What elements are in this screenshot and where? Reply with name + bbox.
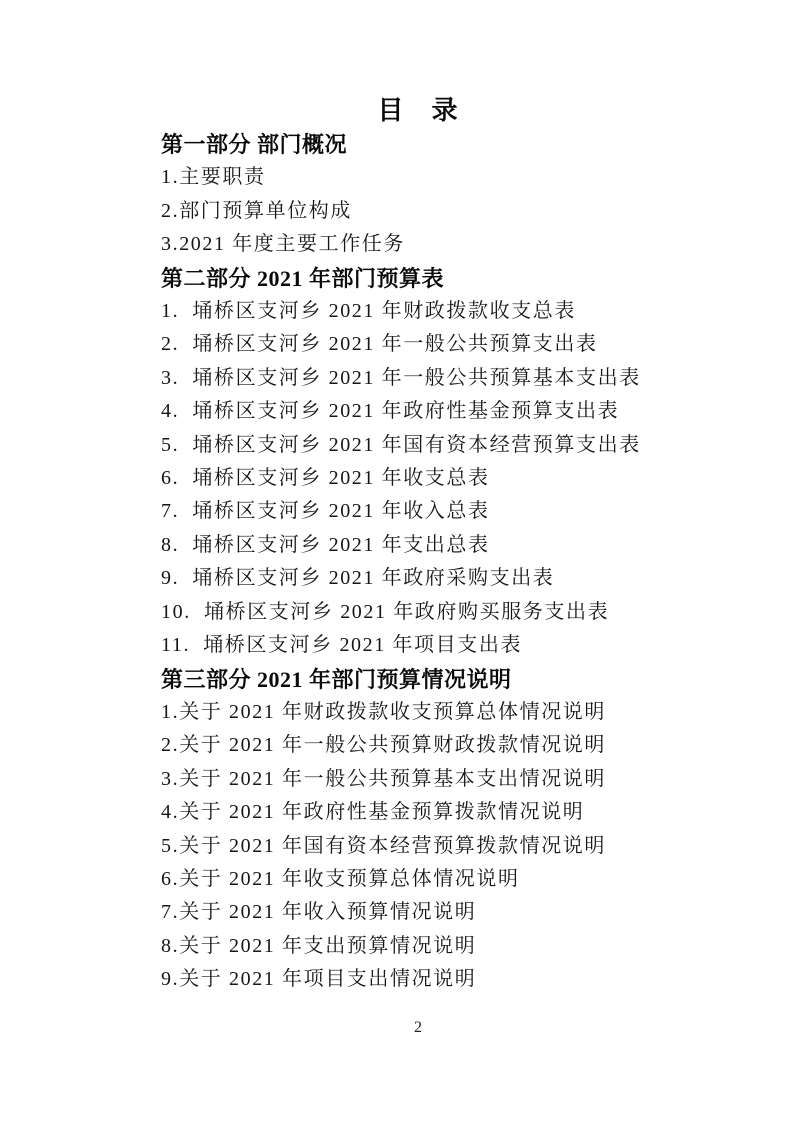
toc-item: 1. 埇桥区支河乡 2021 年财政拨款收支总表	[161, 300, 576, 323]
page-title: 目 录	[377, 96, 459, 125]
toc-item: 1.主要职责	[161, 166, 266, 189]
section-heading-1: 第一部分 部门概况	[161, 132, 348, 157]
toc-item: 3.关于 2021 年一般公共预算基本支出情况说明	[161, 767, 606, 790]
toc-item: 6.关于 2021 年收支预算总体情况说明	[161, 867, 520, 890]
toc-item: 6. 埇桥区支河乡 2021 年收支总表	[161, 467, 490, 490]
toc-item: 5. 埇桥区支河乡 2021 年国有资本经营预算支出表	[161, 433, 641, 456]
toc-item: 3.2021 年度主要工作任务	[161, 233, 405, 256]
section-heading-2: 第二部分 2021 年部门预算表	[161, 265, 445, 291]
toc-item: 9. 埇桥区支河乡 2021 年政府采购支出表	[161, 567, 555, 590]
toc-item: 8.关于 2021 年支出预算情况说明	[161, 934, 477, 957]
toc-item: 8. 埇桥区支河乡 2021 年支出总表	[161, 533, 490, 556]
toc-item: 11. 埇桥区支河乡 2021 年项目支出表	[161, 634, 523, 657]
toc-item: 2.关于 2021 年一般公共预算财政拨款情况说明	[161, 734, 606, 757]
toc-item: 2. 埇桥区支河乡 2021 年一般公共预算支出表	[161, 333, 598, 356]
page-number: 2	[414, 1018, 422, 1036]
toc-item: 4.关于 2021 年政府性基金预算拨款情况说明	[161, 801, 585, 824]
toc-item: 2.部门预算单位构成	[161, 199, 352, 222]
toc-item: 7.关于 2021 年收入预算情况说明	[161, 901, 477, 924]
section-heading-3: 第三部分 2021 年部门预算情况说明	[161, 666, 512, 692]
toc-item: 9.关于 2021 年项目支出情况说明	[161, 968, 477, 991]
toc-item: 7. 埇桥区支河乡 2021 年收入总表	[161, 500, 490, 523]
toc-item: 1.关于 2021 年财政拨款收支预算总体情况说明	[161, 700, 606, 723]
toc-item: 3. 埇桥区支河乡 2021 年一般公共预算基本支出表	[161, 366, 641, 389]
toc-item: 4. 埇桥区支河乡 2021 年政府性基金预算支出表	[161, 400, 620, 423]
toc-item: 5.关于 2021 年国有资本经营预算拨款情况说明	[161, 834, 606, 857]
toc-item: 10. 埇桥区支河乡 2021 年政府购买服务支出表	[161, 600, 610, 623]
